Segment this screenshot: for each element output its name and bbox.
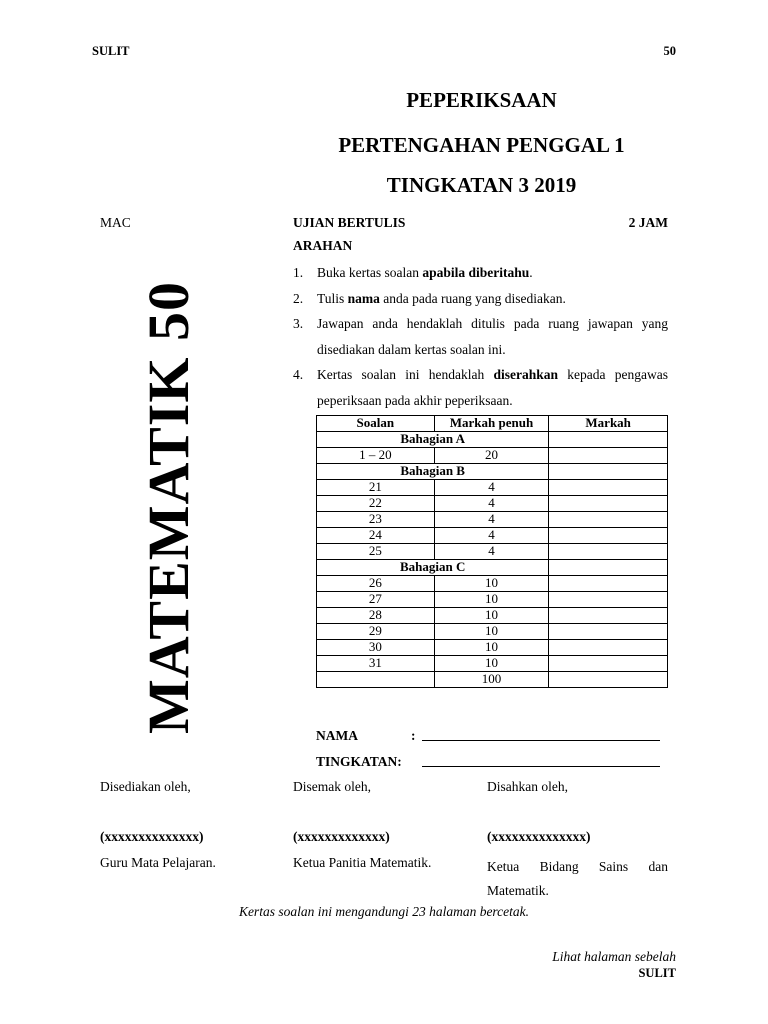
instruction-number: 3. (293, 316, 304, 331)
instruction-emphasis: apabila diberitahu (422, 265, 530, 280)
table-row (317, 624, 668, 640)
full-mark-cell: 4 (434, 480, 549, 496)
instruction-number: 1. (293, 265, 304, 280)
mark-cell[interactable] (549, 576, 668, 592)
section-row (317, 560, 668, 576)
name-field[interactable] (422, 740, 660, 741)
instruction-number: 2. (293, 290, 304, 306)
total-label-cell (317, 672, 435, 688)
signature-role-2: Disemak oleh, (293, 779, 371, 794)
mark-cell[interactable] (549, 512, 668, 528)
vertical-subject-text: MATEMATIK 50 (135, 280, 201, 734)
instruction-emphasis: nama (347, 290, 380, 306)
signature-title-1: Guru Mata Pelajaran. (100, 855, 216, 870)
table-row (317, 544, 668, 560)
total-full-mark: 100 (434, 672, 549, 688)
full-mark-cell: 10 (434, 592, 549, 608)
section-mark-cell (549, 432, 668, 448)
question-cell: 22 (317, 496, 435, 512)
full-mark-cell: 4 (434, 544, 549, 560)
table-row (317, 512, 668, 528)
section-title: Bahagian C (317, 560, 549, 576)
instructions-heading: ARAHAN (293, 238, 353, 253)
question-cell: 1 – 20 (317, 448, 435, 464)
instruction-text: Jawapan anda hendaklah ditulis pada ruang jawapan yang disediakan dalam kertas soalan ini. (317, 316, 668, 357)
section-title: Bahagian A (317, 432, 549, 448)
total-row (317, 672, 668, 688)
mark-cell[interactable] (549, 608, 668, 624)
total-mark-cell[interactable] (549, 672, 668, 688)
instruction-item (293, 311, 668, 362)
instruction-text: Kertas soalan ini hendaklah (317, 367, 494, 382)
full-mark-cell: 4 (434, 512, 549, 528)
header-soalan: Soalan (317, 416, 435, 432)
title-line-3: TINGKATAN 3 2019 (386, 173, 577, 197)
question-cell: 30 (317, 640, 435, 656)
question-cell: 29 (317, 624, 435, 640)
vertical-subject-title (133, 252, 203, 762)
section-mark-cell (549, 560, 668, 576)
instruction-item (293, 286, 668, 312)
header-markah: Markah (549, 416, 668, 432)
section-row (317, 432, 668, 448)
instruction-item (293, 260, 668, 286)
mark-cell[interactable] (549, 480, 668, 496)
table-row (317, 656, 668, 672)
mark-cell[interactable] (549, 592, 668, 608)
table-row (317, 448, 668, 464)
question-cell: 21 (317, 480, 435, 496)
table-row (317, 480, 668, 496)
form-field[interactable] (422, 766, 660, 767)
table-row (317, 640, 668, 656)
mark-cell[interactable] (549, 496, 668, 512)
question-cell: 27 (317, 592, 435, 608)
table-row (317, 528, 668, 544)
instruction-text: kepada pengawas peperiksaan pada akhir peperiksaan. (317, 367, 668, 408)
table-row (317, 592, 668, 608)
question-cell: 26 (317, 576, 435, 592)
full-mark-cell: 4 (434, 528, 549, 544)
footer-sulit: SULIT (638, 966, 676, 980)
signature-name-3: (xxxxxxxxxxxxxx) (487, 829, 591, 844)
name-colon: : (411, 728, 416, 743)
exam-duration: 2 JAM (628, 215, 668, 230)
mark-cell[interactable] (549, 640, 668, 656)
mark-cell[interactable] (549, 544, 668, 560)
instruction-emphasis: diserahkan (493, 367, 559, 382)
header-markah-penuh: Markah penuh (434, 416, 549, 432)
instruction-text: Tulis (317, 290, 348, 306)
mark-cell[interactable] (549, 656, 668, 672)
signature-name-2: (xxxxxxxxxxxxx) (293, 829, 390, 844)
question-cell: 24 (317, 528, 435, 544)
instruction-text: anda pada ruang yang disediakan. (379, 290, 566, 306)
full-mark-cell: 4 (434, 496, 549, 512)
signature-title-3: Ketua Bidang Sains dan Matematik. (487, 859, 668, 898)
table-row (317, 496, 668, 512)
question-cell: 31 (317, 656, 435, 672)
question-cell: 25 (317, 544, 435, 560)
full-mark-cell: 10 (434, 656, 549, 672)
instruction-number: 4. (293, 367, 304, 382)
signature-role-3: Disahkan oleh, (487, 779, 568, 794)
header-sulit: SULIT (92, 44, 130, 58)
page-count-text: Kertas soalan ini mengandungi 23 halaman bercetak. (238, 904, 530, 919)
table-header-row (317, 416, 668, 432)
mark-cell[interactable] (549, 528, 668, 544)
form-label: TINGKATAN: (316, 754, 402, 769)
signature-title-2: Ketua Panitia Matematik. (293, 855, 432, 870)
instruction-text: . (529, 265, 533, 280)
full-mark-cell: 10 (434, 624, 549, 640)
full-mark-cell: 10 (434, 608, 549, 624)
table-row (317, 576, 668, 592)
exam-month: MAC (100, 215, 131, 230)
marks-table (316, 415, 668, 688)
title-line-1: PEPERIKSAAN (406, 88, 557, 112)
marks-table-body (317, 432, 668, 688)
table-row (317, 608, 668, 624)
full-mark-cell: 10 (434, 640, 549, 656)
exam-type: UJIAN BERTULIS (293, 215, 406, 230)
full-mark-cell: 20 (434, 448, 549, 464)
instruction-text: Buka kertas soalan (317, 265, 423, 280)
instructions-list (293, 260, 668, 413)
signature-role-1: Disediakan oleh, (100, 779, 191, 794)
title-line-2: PERTENGAHAN PENGGAL 1 (338, 133, 625, 157)
mark-cell[interactable] (549, 624, 668, 640)
full-mark-cell: 10 (434, 576, 549, 592)
name-label: NAMA (316, 728, 358, 743)
page-count-note (0, 904, 768, 920)
section-title: Bahagian B (317, 464, 549, 480)
mark-cell[interactable] (549, 448, 668, 464)
next-page-note: Lihat halaman sebelah (552, 949, 676, 964)
section-mark-cell (549, 464, 668, 480)
signature-name-1: (xxxxxxxxxxxxxx) (100, 829, 204, 844)
question-cell: 28 (317, 608, 435, 624)
section-row (317, 464, 668, 480)
page-number: 50 (663, 44, 676, 58)
question-cell: 23 (317, 512, 435, 528)
instruction-item (293, 362, 668, 413)
